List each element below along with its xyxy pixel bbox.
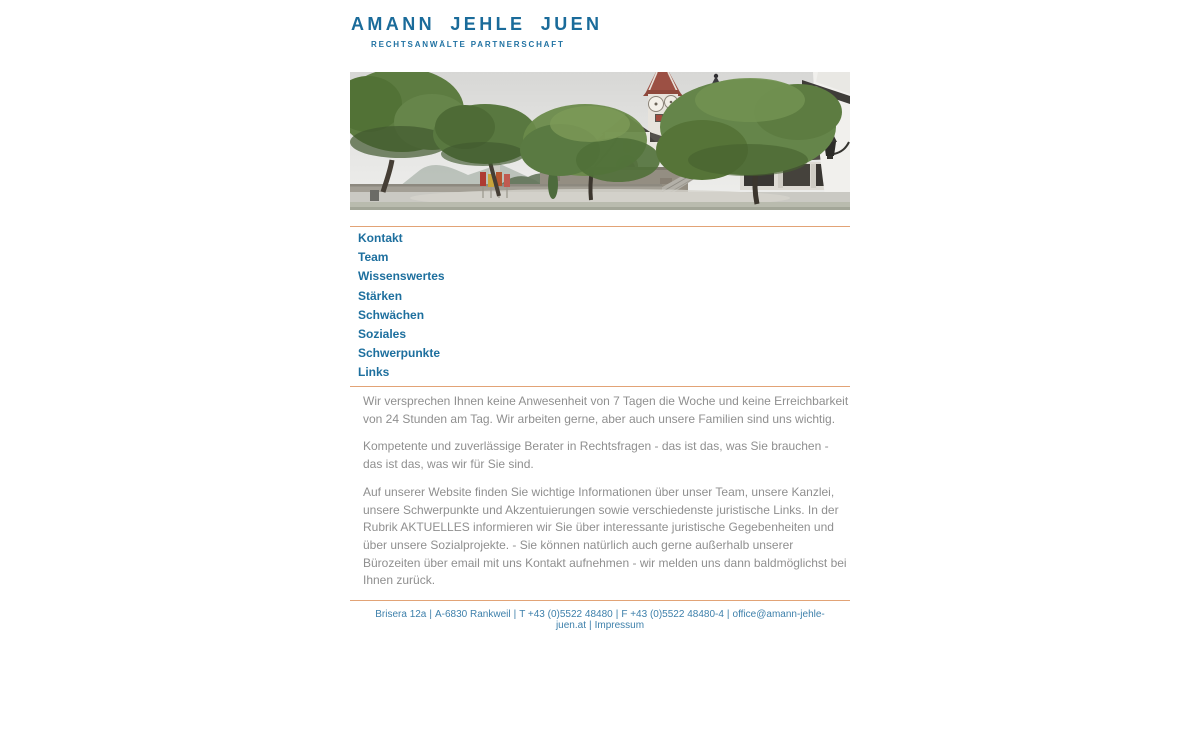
intro-paragraph-1: Wir versprechen Ihnen keine Anwesenheit von 7 Tagen die Woche und keine Erreichbarkeit von 24 Stunden am Tag. Wir arbeiten gerne, aber auch unsere Familien sind uns wichtig. <box>363 394 849 426</box>
footer-fax: F +43 (0)5522 48480-4 <box>621 609 724 620</box>
intro-paragraph-2: Kompetente und zuverlässige Berater in Rechtsfragen - das ist das, was Sie brauchen - das ist das, was wir für Sie sind. <box>363 439 829 472</box>
footer-address-city: A-6830 Rankweil <box>434 609 511 620</box>
main-nav <box>350 226 850 387</box>
footer-email-link[interactable]: office@amann-jehle-juen.at <box>555 609 825 631</box>
nav-link-team[interactable]: Team <box>358 250 389 265</box>
nav-link-schwaechen[interactable]: Schwächen <box>358 307 425 322</box>
footer-separator: | <box>513 609 517 620</box>
footer-phone: T +43 (0)5522 48480 <box>519 609 613 620</box>
footer-separator: | <box>429 609 432 620</box>
footer <box>350 600 850 631</box>
nav-link-schwerpunkte[interactable]: Schwerpunkte <box>358 346 441 361</box>
brand-subtitle: RECHTSANWÄLTE PARTNERSCHAFT <box>371 40 565 49</box>
main-content <box>363 393 850 600</box>
nav-link-soziales[interactable]: Soziales <box>358 327 407 342</box>
nav-link-links[interactable]: Links <box>358 365 390 380</box>
brand-logo <box>351 14 851 49</box>
footer-impressum-link[interactable]: Impressum <box>594 620 645 631</box>
hero-photo-svg <box>350 72 850 210</box>
footer-separator: | <box>588 620 592 631</box>
hero-photo <box>350 72 850 210</box>
nav-link-wissenswertes[interactable]: Wissenswertes <box>358 269 445 284</box>
footer-separator: | <box>726 609 730 620</box>
footer-address-street: Brisera 12a <box>375 609 427 620</box>
brand-title: AMANN JEHLE JUEN <box>351 14 603 34</box>
nav-link-staerken[interactable]: Stärken <box>358 288 403 303</box>
footer-separator: | <box>615 609 619 620</box>
intro-paragraph-3: Auf unserer Website finden Sie wichtige Informationen über unser Team, unsere Kanzlei, unsere Schwerpunkte und Akzentuierungen sowie verschiedenste juristische Links. In der Rubrik AKTUELLES informieren wir Sie über interessante juristische Gegebenheiten und über unsere Sozialprojekte. - Sie können natürlich auch gerne außerhalb unserer Bürozeiten über email mit uns Kontakt aufnehmen - wir melden uns dann baldmöglichst bei Ihnen zurück. <box>363 484 847 588</box>
nav-link-kontakt[interactable]: Kontakt <box>358 231 403 245</box>
